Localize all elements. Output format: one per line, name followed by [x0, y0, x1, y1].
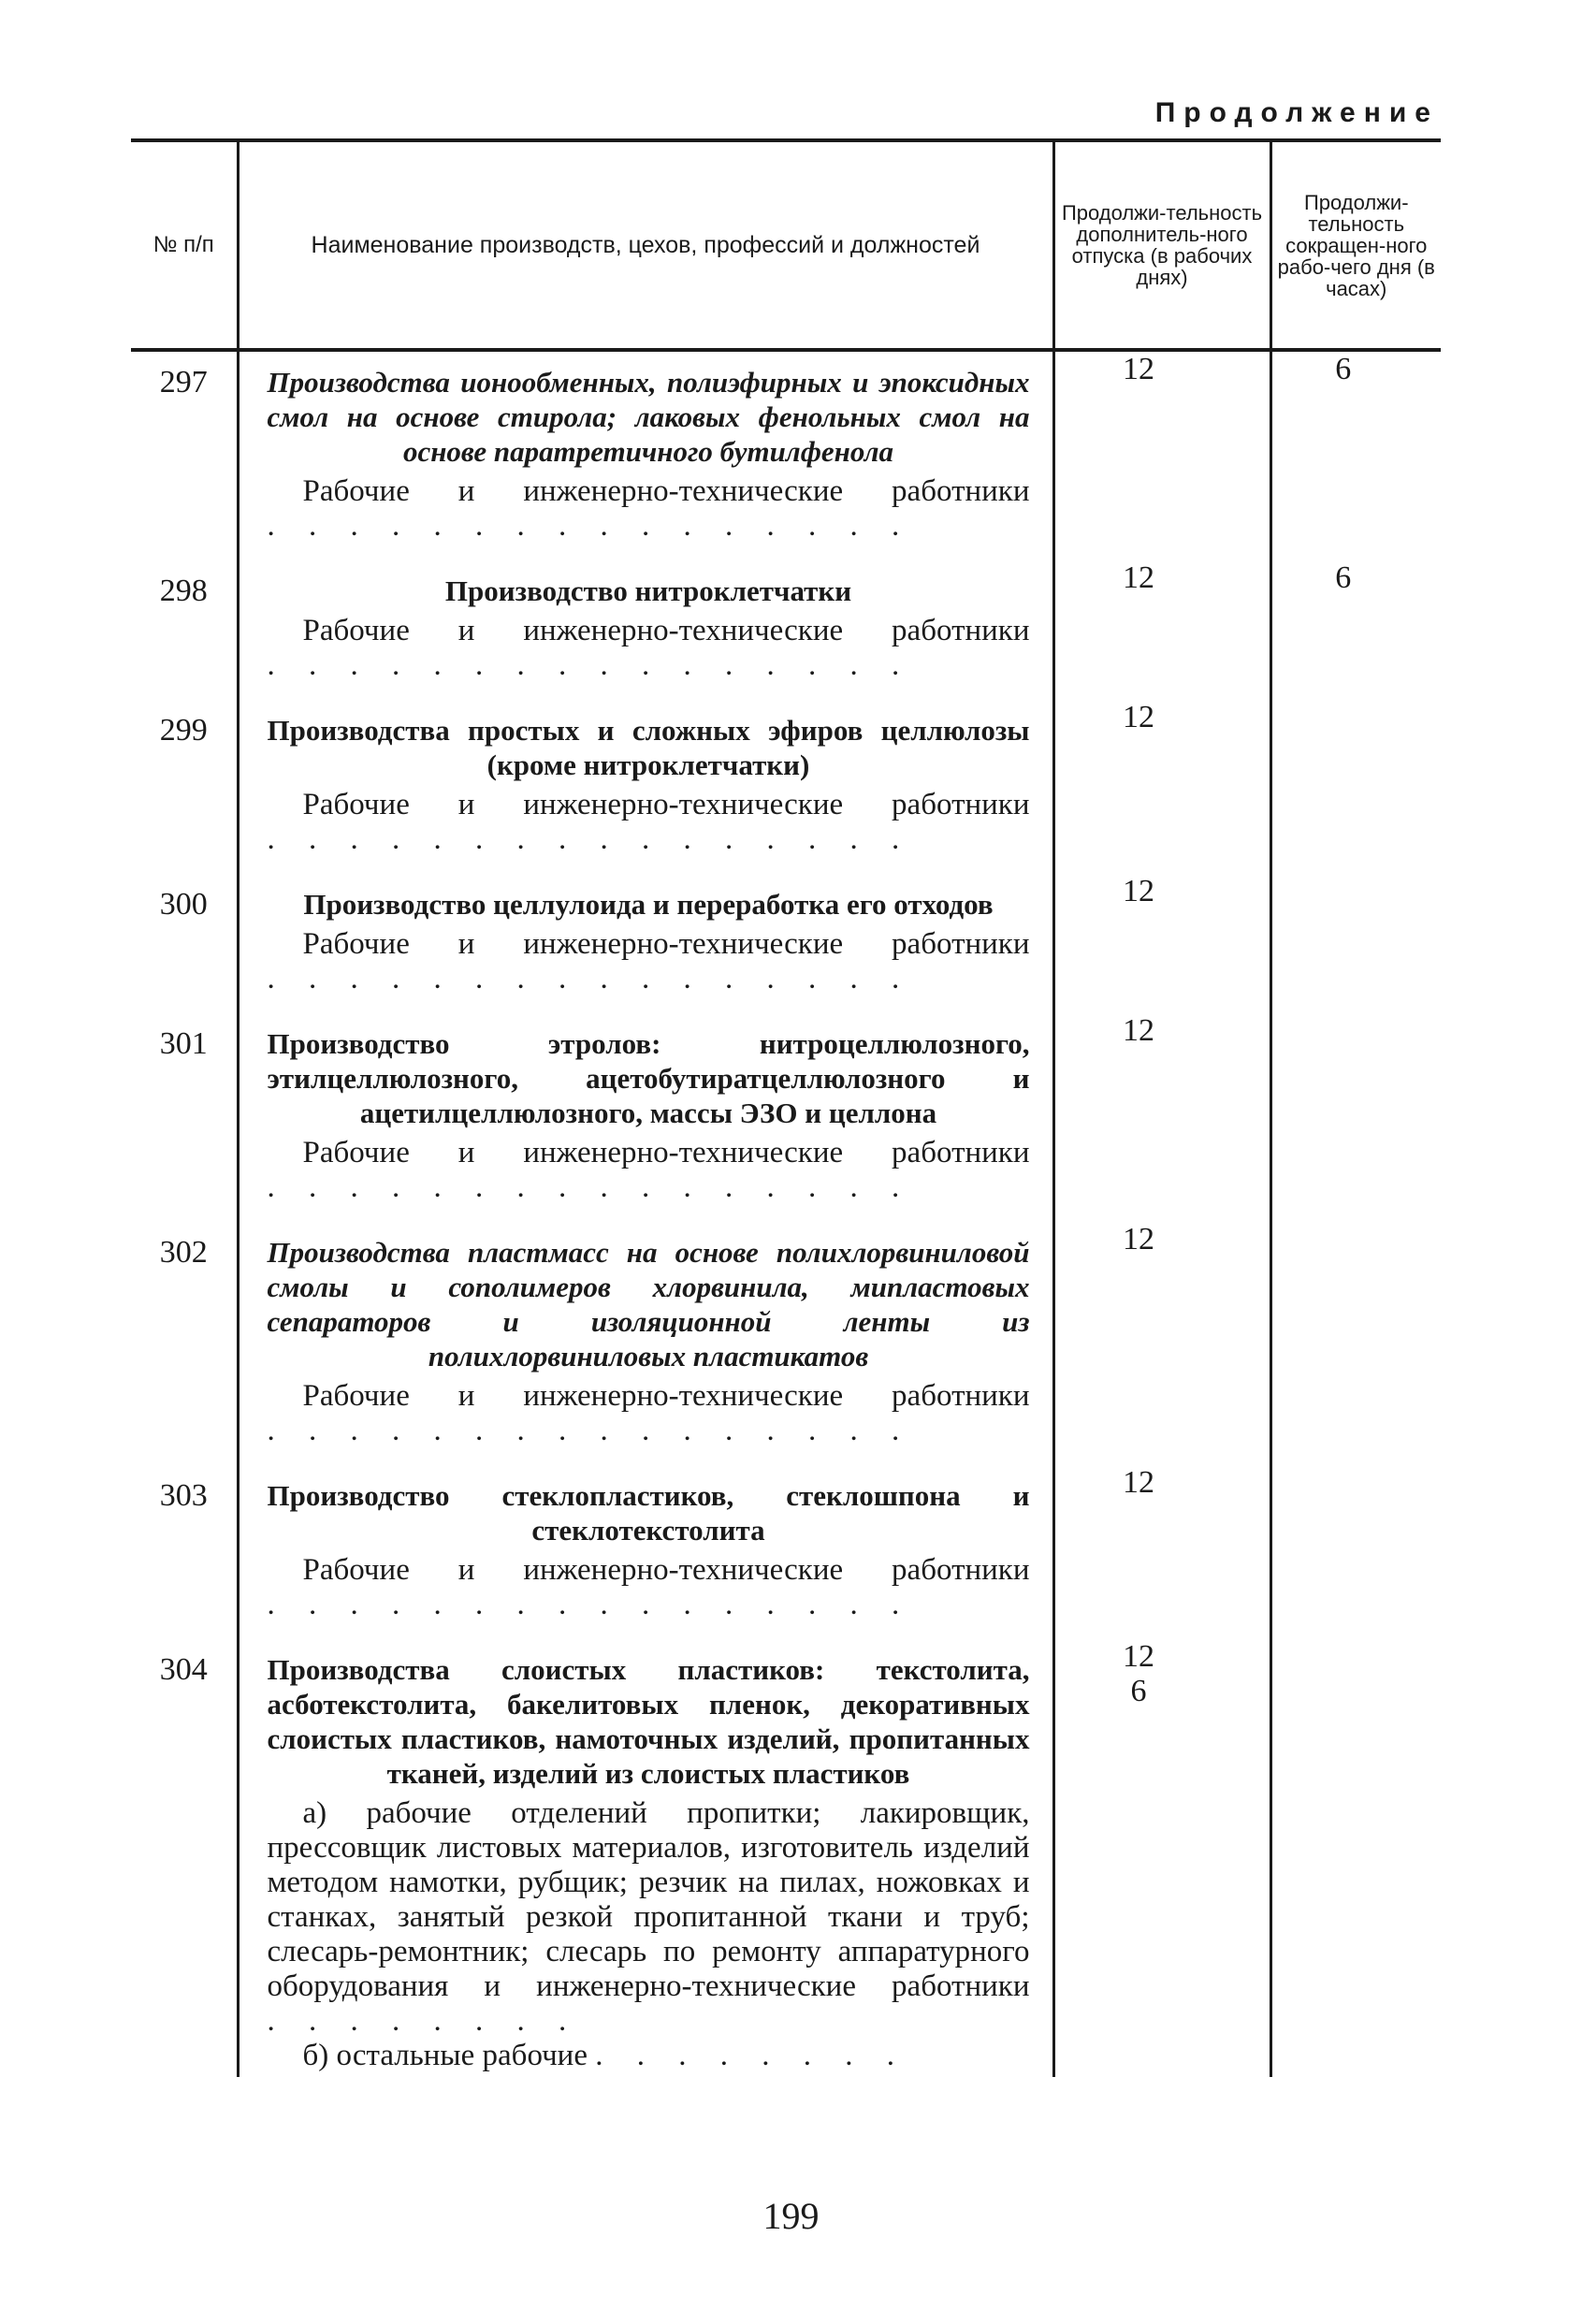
leave-cell: [1053, 1639, 1270, 2077]
row-number-text: 304: [159, 1652, 208, 1687]
table-row: [131, 1465, 1441, 1639]
benefits-table: [131, 138, 1441, 2077]
worker-category: [268, 614, 1030, 683]
row-number-text: 302: [159, 1235, 208, 1270]
short-day-cell: [1270, 874, 1441, 1013]
row-number: [131, 1639, 238, 2077]
row-name-cell: [238, 1465, 1053, 1639]
leave-value: 12: [1123, 1465, 1154, 1500]
short-day-cell: [1270, 1465, 1441, 1639]
short-day-cell: [1270, 1013, 1441, 1222]
worker-text: Рабочие и инженерно-технические работники: [302, 614, 1030, 647]
row-number: [131, 1465, 238, 1639]
worker-text: Рабочие и инженерно-технические работники: [302, 474, 1030, 508]
row-number-text: 303: [159, 1478, 208, 1513]
worker-category-b: [268, 2039, 1030, 2073]
worker-category: [268, 1553, 1030, 1622]
leave-value-b: 6: [1130, 1674, 1147, 1708]
leave-cell: [1053, 874, 1270, 1013]
table-row: [131, 350, 1441, 560]
leader-dots: . . . . . . . .: [595, 2039, 907, 2072]
leave-cell: [1053, 560, 1270, 700]
page-number: 199: [762, 2195, 820, 2237]
row-name-cell: [238, 1013, 1053, 1222]
row-name-cell: [238, 560, 1053, 700]
header-number: № п/п: [131, 140, 238, 350]
row-number: [131, 1222, 238, 1465]
production-title: Производство этролов: нитроцеллюлозного, этилцеллюлозного, ацетобутиратцеллюлозного и ацетилцеллюлозного, массы ЭЗО и целлона: [267, 1027, 1030, 1129]
leave-value: 12: [1123, 700, 1154, 734]
leave-value: 12: [1123, 874, 1154, 908]
production-title: Производство стеклопластиков, стеклошпона и стеклотекстолита: [267, 1479, 1030, 1547]
worker-text: Рабочие и инженерно-технические работники: [302, 788, 1030, 821]
table-row: [131, 1222, 1441, 1465]
worker-text: а) рабочие отделений пропитки; лакировщик, прессовщик листовых материалов, изготовитель изделий методом намотки, рубщик; резчик на пилах, ножовках и станках, занятый резкой пропитанной ткани и труб; слесарь-ремонтник; слесарь по ремонту аппаратурного оборудования и инженерно-технические работники: [267, 1796, 1030, 2003]
short-day-cell: [1270, 560, 1441, 700]
leave-cell: [1053, 700, 1270, 874]
leave-cell: [1053, 1222, 1270, 1465]
row-number: [131, 350, 238, 560]
row-number-text: 300: [159, 887, 208, 922]
short-day-cell: [1270, 1222, 1441, 1465]
production-title: Производства пластмасс на основе полихлорвиниловой смолы и сополимеров хлорвинила, мипластовых сепараторов и изоляционной ленты из полихлорвиниловых пластикатов: [267, 1236, 1030, 1373]
production-title: Производство нитроклетчатки: [444, 574, 852, 607]
short-day-value: 6: [1335, 560, 1352, 595]
row-name-cell: [238, 1639, 1053, 2077]
table-row: [131, 874, 1441, 1013]
production-title: Производства слоистых пластиков: текстолита, асботекстолита, бакелитовых пленок, декоративных слоистых пластиков, намоточных изделий, пропитанных тканей, изделий из слоистых пластиков: [267, 1653, 1030, 1790]
short-day-cell: [1270, 350, 1441, 560]
worker-category-a: [268, 1796, 1030, 2039]
worker-category: [268, 1379, 1030, 1448]
table-row: [131, 560, 1441, 700]
row-number: [131, 1013, 238, 1222]
short-day-value: 6: [1335, 352, 1352, 386]
row-number: [131, 560, 238, 700]
short-day-cell: [1270, 700, 1441, 874]
worker-category: [268, 788, 1030, 857]
row-number: [131, 874, 238, 1013]
table-row: [131, 1013, 1441, 1222]
short-day-cell: [1270, 1639, 1441, 2077]
leave-value: 12: [1123, 352, 1154, 386]
row-number-text: 301: [159, 1026, 208, 1061]
worker-category: [268, 474, 1030, 544]
leader-dots: . . . . . . . . . . . . . . . .: [267, 822, 913, 856]
worker-text: Рабочие и инженерно-технические работники: [302, 1553, 1030, 1587]
worker-category: [268, 1136, 1030, 1205]
row-name-cell: [238, 350, 1053, 560]
leader-dots: . . . . . . . . . . . . . . . .: [267, 648, 913, 682]
production-title: Производства простых и сложных эфиров целлюлозы (кроме нитроклетчатки): [267, 714, 1030, 781]
leader-dots: . . . . . . . . . . . . . . . .: [267, 1588, 913, 1621]
worker-text: Рабочие и инженерно-технические работники: [302, 1379, 1030, 1413]
row-number-text: 297: [159, 365, 208, 399]
leave-value: 12: [1123, 1013, 1154, 1048]
leave-value-a: 12: [1123, 1639, 1154, 1674]
production-title: Производство целлулоида и переработка его отходов: [303, 888, 994, 921]
worker-text: Рабочие и инженерно-технические работники: [302, 1136, 1030, 1169]
worker-category: [268, 927, 1030, 996]
leave-value: 12: [1123, 1222, 1154, 1256]
continuation-label: Продолжение: [1154, 97, 1439, 128]
worker-text: б) остальные рабочие: [302, 2039, 588, 2072]
table-row-304: [131, 1639, 1441, 2077]
row-name-cell: [238, 1222, 1053, 1465]
row-name-cell: [238, 874, 1053, 1013]
production-title: Производства ионообменных, полиэфирных и эпоксидных смол на основе стирола; лаковых фенольных смол на основе паратретичного бутилфенола: [267, 366, 1030, 468]
header-name: Наименование производств, цехов, профессий и должностей: [238, 140, 1053, 350]
leader-dots: . . . . . . . .: [267, 2004, 580, 2038]
worker-text: Рабочие и инженерно-технические работники: [302, 927, 1030, 961]
header-leave: Продолжи-тельность дополнитель-ного отпуска (в рабочих днях): [1053, 140, 1270, 350]
header-short-day: Продолжи-тельность сокращен-ного рабо-чего дня (в часах): [1270, 140, 1441, 350]
leader-dots: . . . . . . . . . . . . . . . .: [267, 1414, 913, 1447]
leader-dots: . . . . . . . . . . . . . . . .: [267, 1170, 913, 1204]
leader-dots: . . . . . . . . . . . . . . . .: [267, 509, 913, 543]
table-body: [131, 350, 1441, 2077]
leave-value: 12: [1123, 560, 1154, 595]
leader-dots: . . . . . . . . . . . . . . . .: [267, 962, 913, 995]
table-row: [131, 700, 1441, 874]
leave-cell: [1053, 1465, 1270, 1639]
table-header-row: [131, 140, 1441, 350]
leave-cell: [1053, 350, 1270, 560]
row-number-text: 299: [159, 713, 208, 748]
row-number-text: 298: [159, 574, 208, 608]
row-name-cell: [238, 700, 1053, 874]
leave-cell: [1053, 1013, 1270, 1222]
row-number: [131, 700, 238, 874]
